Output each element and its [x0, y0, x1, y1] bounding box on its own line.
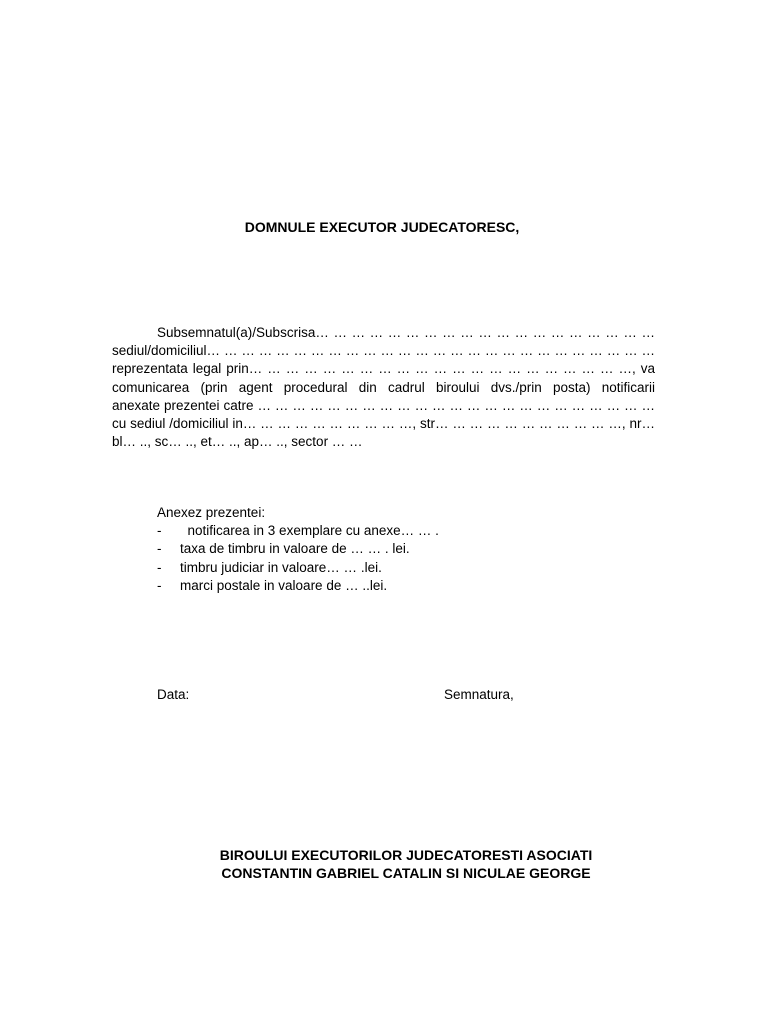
annex-title: Anexez prezentei:: [157, 505, 266, 520]
paragraph-line: cu sediul /domiciliul in… … … … … … … … … …, str… … … … … … … … … … …, nr…: [112, 415, 655, 431]
annex-item: [157, 559, 557, 577]
annex-item: [157, 577, 557, 595]
office-name-line: CONSTANTIN GABRIEL CATALIN SI NICULAE GEORGE: [221, 865, 591, 881]
bullet-dash: -: [157, 523, 162, 539]
paragraph-line: comunicarea (prin agent procedural din cadrul biroului dvs./prin posta) notificarii: [112, 379, 655, 395]
bullet-dash: -: [157, 559, 162, 575]
paragraph-line: Subsemnatul(a)/Subscrisa… … … … … … … … … … … … … … … … … … …: [157, 325, 655, 340]
paragraph-line: sediul/domiciliul… … … … … … … … … … … … … … … … … … … … … … … … … …: [112, 343, 655, 359]
office-name-line: BIROULUI EXECUTORILOR JUDECATORESTI ASOCIATI: [219, 847, 593, 863]
office-name: [0, 846, 768, 882]
annex-item-text: timbru judiciar in valoare… … .lei.: [180, 559, 382, 575]
document-heading: DOMNULE EXECUTOR JUDECATORESC,: [244, 219, 520, 235]
annex-item-text: taxa de timbru in valoare de … … . lei.: [180, 541, 410, 557]
date-label: Data:: [157, 687, 190, 702]
annex-item-text: notificarea in 3 exemplare cu anexe… … .: [180, 523, 439, 539]
annex-list: [157, 504, 557, 595]
bullet-dash: -: [157, 541, 162, 557]
paragraph-line: reprezentata legal prin… … … … … … … … … … … … … … … … … … … … …, va: [112, 361, 655, 377]
annex-item: [157, 540, 557, 558]
bullet-dash: -: [157, 577, 162, 593]
request-paragraph: [112, 324, 655, 451]
annex-item: [157, 522, 557, 540]
paragraph-line: anexate prezentei catre … … … … … … … … … … … … … … … … … … … … … … …: [112, 397, 655, 413]
paragraph-line: bl… .., sc… .., et… .., ap… .., sector … …: [112, 434, 363, 450]
signature-label: Semnatura,: [444, 687, 514, 702]
annex-item-text: marci postale in valoare de … ..lei.: [180, 577, 388, 593]
